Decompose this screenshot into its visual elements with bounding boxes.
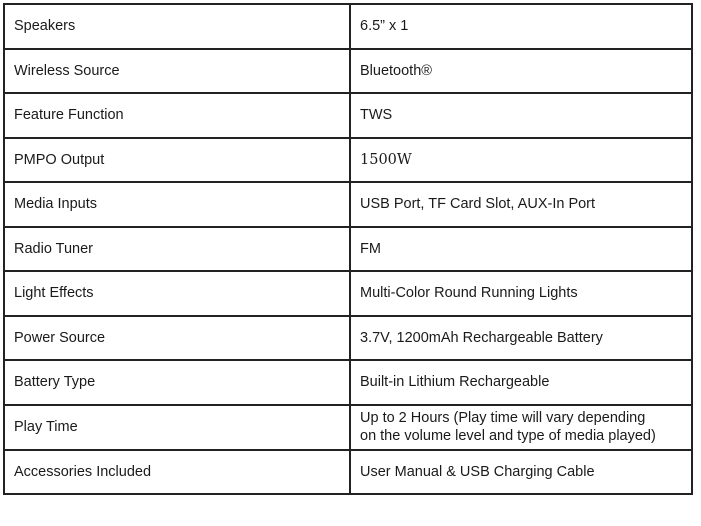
table-row — [4, 405, 692, 450]
table-row — [4, 227, 692, 272]
table-row — [4, 360, 692, 405]
spec-value-feature-function: TWS — [350, 93, 692, 138]
spec-label-power-source: Power Source — [4, 316, 350, 361]
spec-value-wireless-source: Bluetooth® — [350, 49, 692, 94]
spec-value-accessories-included: User Manual & USB Charging Cable — [350, 450, 692, 495]
spec-value-radio-tuner: FM — [350, 227, 692, 272]
spec-table — [3, 3, 693, 495]
spec-label-feature-function: Feature Function — [4, 93, 350, 138]
spec-label-pmpo-output: PMPO Output — [4, 138, 350, 183]
spec-value-battery-type: Built-in Lithium Rechargeable — [350, 360, 692, 405]
spec-value-play-time — [350, 405, 692, 450]
spec-value-play-time-line2: on the volume level and type of media played) — [360, 428, 656, 444]
table-row — [4, 49, 692, 94]
spec-label-battery-type: Battery Type — [4, 360, 350, 405]
spec-label-accessories-included: Accessories Included — [4, 450, 350, 495]
table-row — [4, 93, 692, 138]
table-row — [4, 138, 692, 183]
spec-value-play-time-line1: Up to 2 Hours (Play time will vary depending — [360, 410, 646, 426]
spec-value-pmpo-output: 1500W — [350, 138, 692, 183]
spec-label-media-inputs: Media Inputs — [4, 182, 350, 227]
table-row — [4, 316, 692, 361]
spec-label-light-effects: Light Effects — [4, 271, 350, 316]
spec-label-wireless-source: Wireless Source — [4, 49, 350, 94]
spec-value-power-source: 3.7V, 1200mAh Rechargeable Battery — [350, 316, 692, 361]
table-row — [4, 182, 692, 227]
spec-label-speakers: Speakers — [4, 4, 350, 49]
spec-value-media-inputs: USB Port, TF Card Slot, AUX-In Port — [350, 182, 692, 227]
table-row — [4, 450, 692, 495]
spec-value-light-effects: Multi-Color Round Running Lights — [350, 271, 692, 316]
table-row — [4, 271, 692, 316]
spec-label-radio-tuner: Radio Tuner — [4, 227, 350, 272]
table-row — [4, 4, 692, 49]
spec-label-play-time: Play Time — [4, 405, 350, 450]
spec-value-speakers: 6.5” x 1 — [350, 4, 692, 49]
